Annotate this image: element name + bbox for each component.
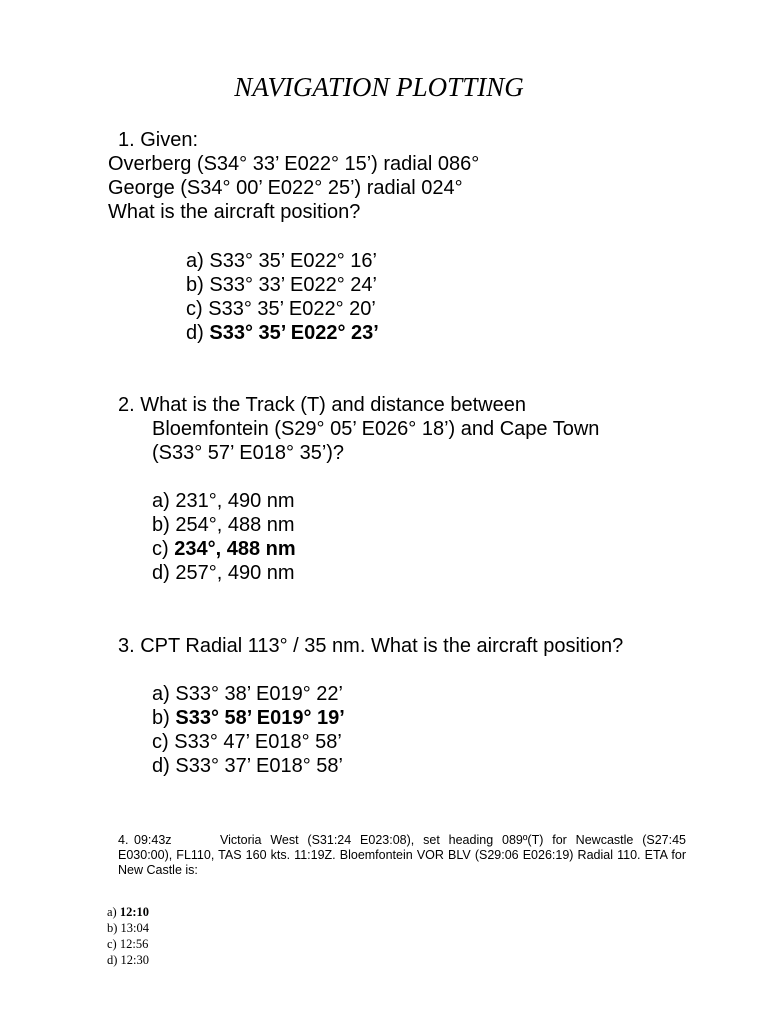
q1-header: 1. Given:: [118, 129, 199, 151]
q1-option-b: [186, 273, 377, 297]
option-letter: a): [107, 905, 117, 919]
option-text: S33° 35’ E022° 16’: [209, 250, 377, 272]
option-text: 12:30: [120, 953, 150, 967]
option-letter: b): [107, 921, 118, 935]
q4-option-b: [107, 920, 149, 936]
option-text: S33° 47’ E018° 58’: [174, 731, 342, 753]
q4-question: [118, 833, 686, 878]
q1-option-c: [186, 297, 376, 321]
correct-answer: 12:10: [119, 905, 150, 919]
option-letter: d): [186, 322, 204, 344]
option-letter: a): [152, 490, 170, 512]
option-letter: c): [107, 937, 117, 951]
q1-option-d: [186, 321, 379, 345]
option-letter: d): [152, 562, 170, 584]
option-letter: b): [152, 707, 170, 729]
correct-answer: 234°, 488 nm: [174, 538, 296, 560]
option-letter: b): [152, 514, 170, 536]
option-text: S33° 35’ E022° 20’: [208, 298, 376, 320]
q1-line: Overberg (S34° 33’ E022° 15’) radial 086°: [108, 153, 480, 175]
q2-option-b: [152, 513, 295, 537]
option-text: S33° 37’ E018° 58’: [175, 755, 343, 777]
q4-option-c: [107, 936, 148, 952]
q1-line: What is the aircraft position?: [108, 201, 361, 223]
q2-line: 2. What is the Track (T) and distance between: [118, 394, 526, 416]
q1-line: George (S34° 00’ E022° 25’) radial 024°: [108, 177, 463, 199]
q2-option-c: [152, 537, 296, 561]
option-text: 12:56: [119, 937, 149, 951]
option-letter: d): [152, 755, 170, 777]
option-letter: c): [152, 538, 169, 560]
option-letter: c): [152, 731, 169, 753]
q2-line: (S33° 57’ E018° 35’)?: [152, 442, 345, 464]
q2-option-d: [152, 561, 295, 585]
q3-option-a: [152, 682, 343, 706]
q4-option-d: [107, 952, 149, 968]
option-letter: a): [152, 683, 170, 705]
option-text: 231°, 490 nm: [175, 490, 295, 512]
option-letter: b): [186, 274, 204, 296]
option-text: S33° 38’ E019° 22’: [175, 683, 343, 705]
q3-option-d: [152, 754, 343, 778]
q3-option-c: [152, 730, 342, 754]
option-text: 13:04: [120, 921, 150, 935]
q2-option-a: [152, 489, 295, 513]
option-letter: c): [186, 298, 203, 320]
q3-option-b: [152, 706, 345, 730]
q4-option-a: [107, 904, 149, 920]
option-letter: a): [186, 250, 204, 272]
option-text: 257°, 490 nm: [175, 562, 295, 584]
page-title: NAVIGATION PLOTTING: [234, 72, 524, 102]
option-text: S33° 33’ E022° 24’: [209, 274, 377, 296]
q1-option-a: [186, 249, 377, 273]
option-text: 254°, 488 nm: [175, 514, 295, 536]
option-letter: d): [107, 953, 118, 967]
q3-question: 3. CPT Radial 113° / 35 nm. What is the aircraft position?: [118, 635, 624, 657]
correct-answer: S33° 35’ E022° 23’: [209, 322, 379, 344]
q4-text: Victoria West (S31:24 E023:08), set heading 089º(T) for Newcastle (S27:45 E030:00), FL110, TAS 160 kts. 11:19Z. Bloemfontein VOR BLV (S29:06 E026:19) Radial 110. ETA for New Castle is:: [118, 833, 686, 877]
q4-time: 09:43z: [134, 833, 172, 847]
correct-answer: S33° 58’ E019° 19’: [175, 707, 345, 729]
q4-number: 4.: [118, 833, 129, 847]
q2-line: Bloemfontein (S29° 05’ E026° 18’) and Cape Town: [152, 418, 600, 440]
